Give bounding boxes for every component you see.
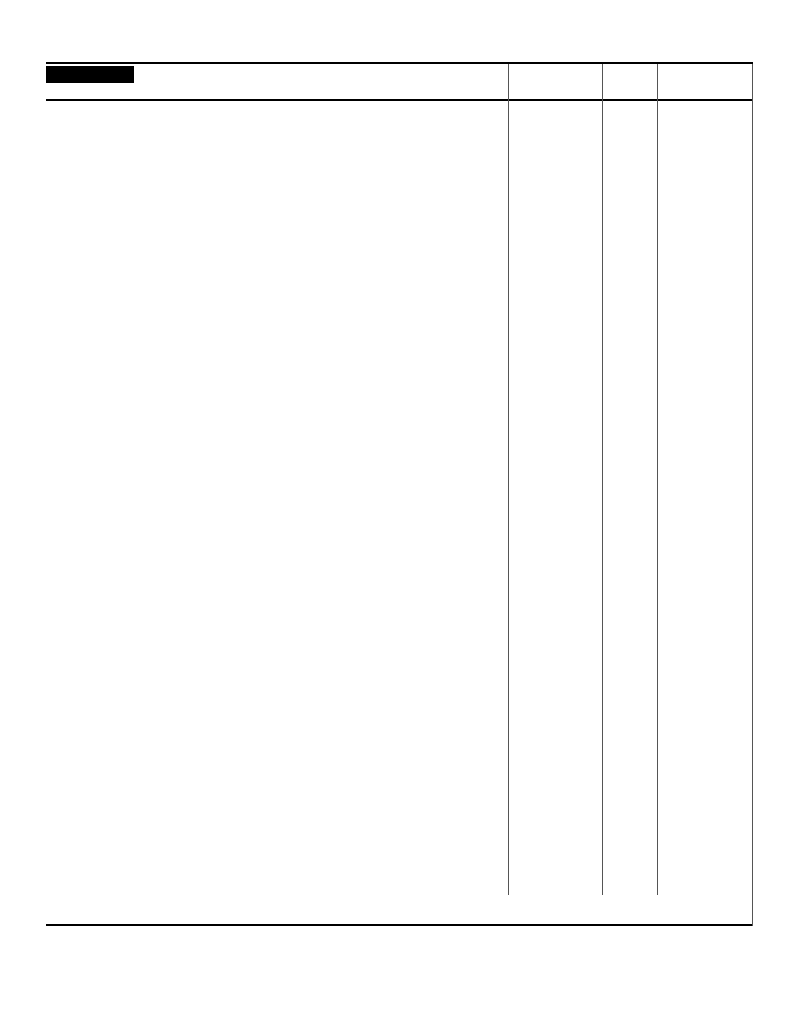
column-header-b — [602, 64, 657, 99]
schedule-c-label — [46, 66, 134, 83]
column-header-a — [508, 64, 602, 99]
grid-vline-c — [657, 64, 658, 895]
grid-vline-a — [508, 64, 509, 895]
bottom-rule — [46, 924, 753, 926]
column-header-c — [657, 64, 753, 99]
grid-vline-b — [602, 64, 603, 895]
schedule-c-table — [46, 62, 753, 926]
grid-vline-right — [752, 64, 753, 926]
header-divider — [46, 99, 753, 101]
